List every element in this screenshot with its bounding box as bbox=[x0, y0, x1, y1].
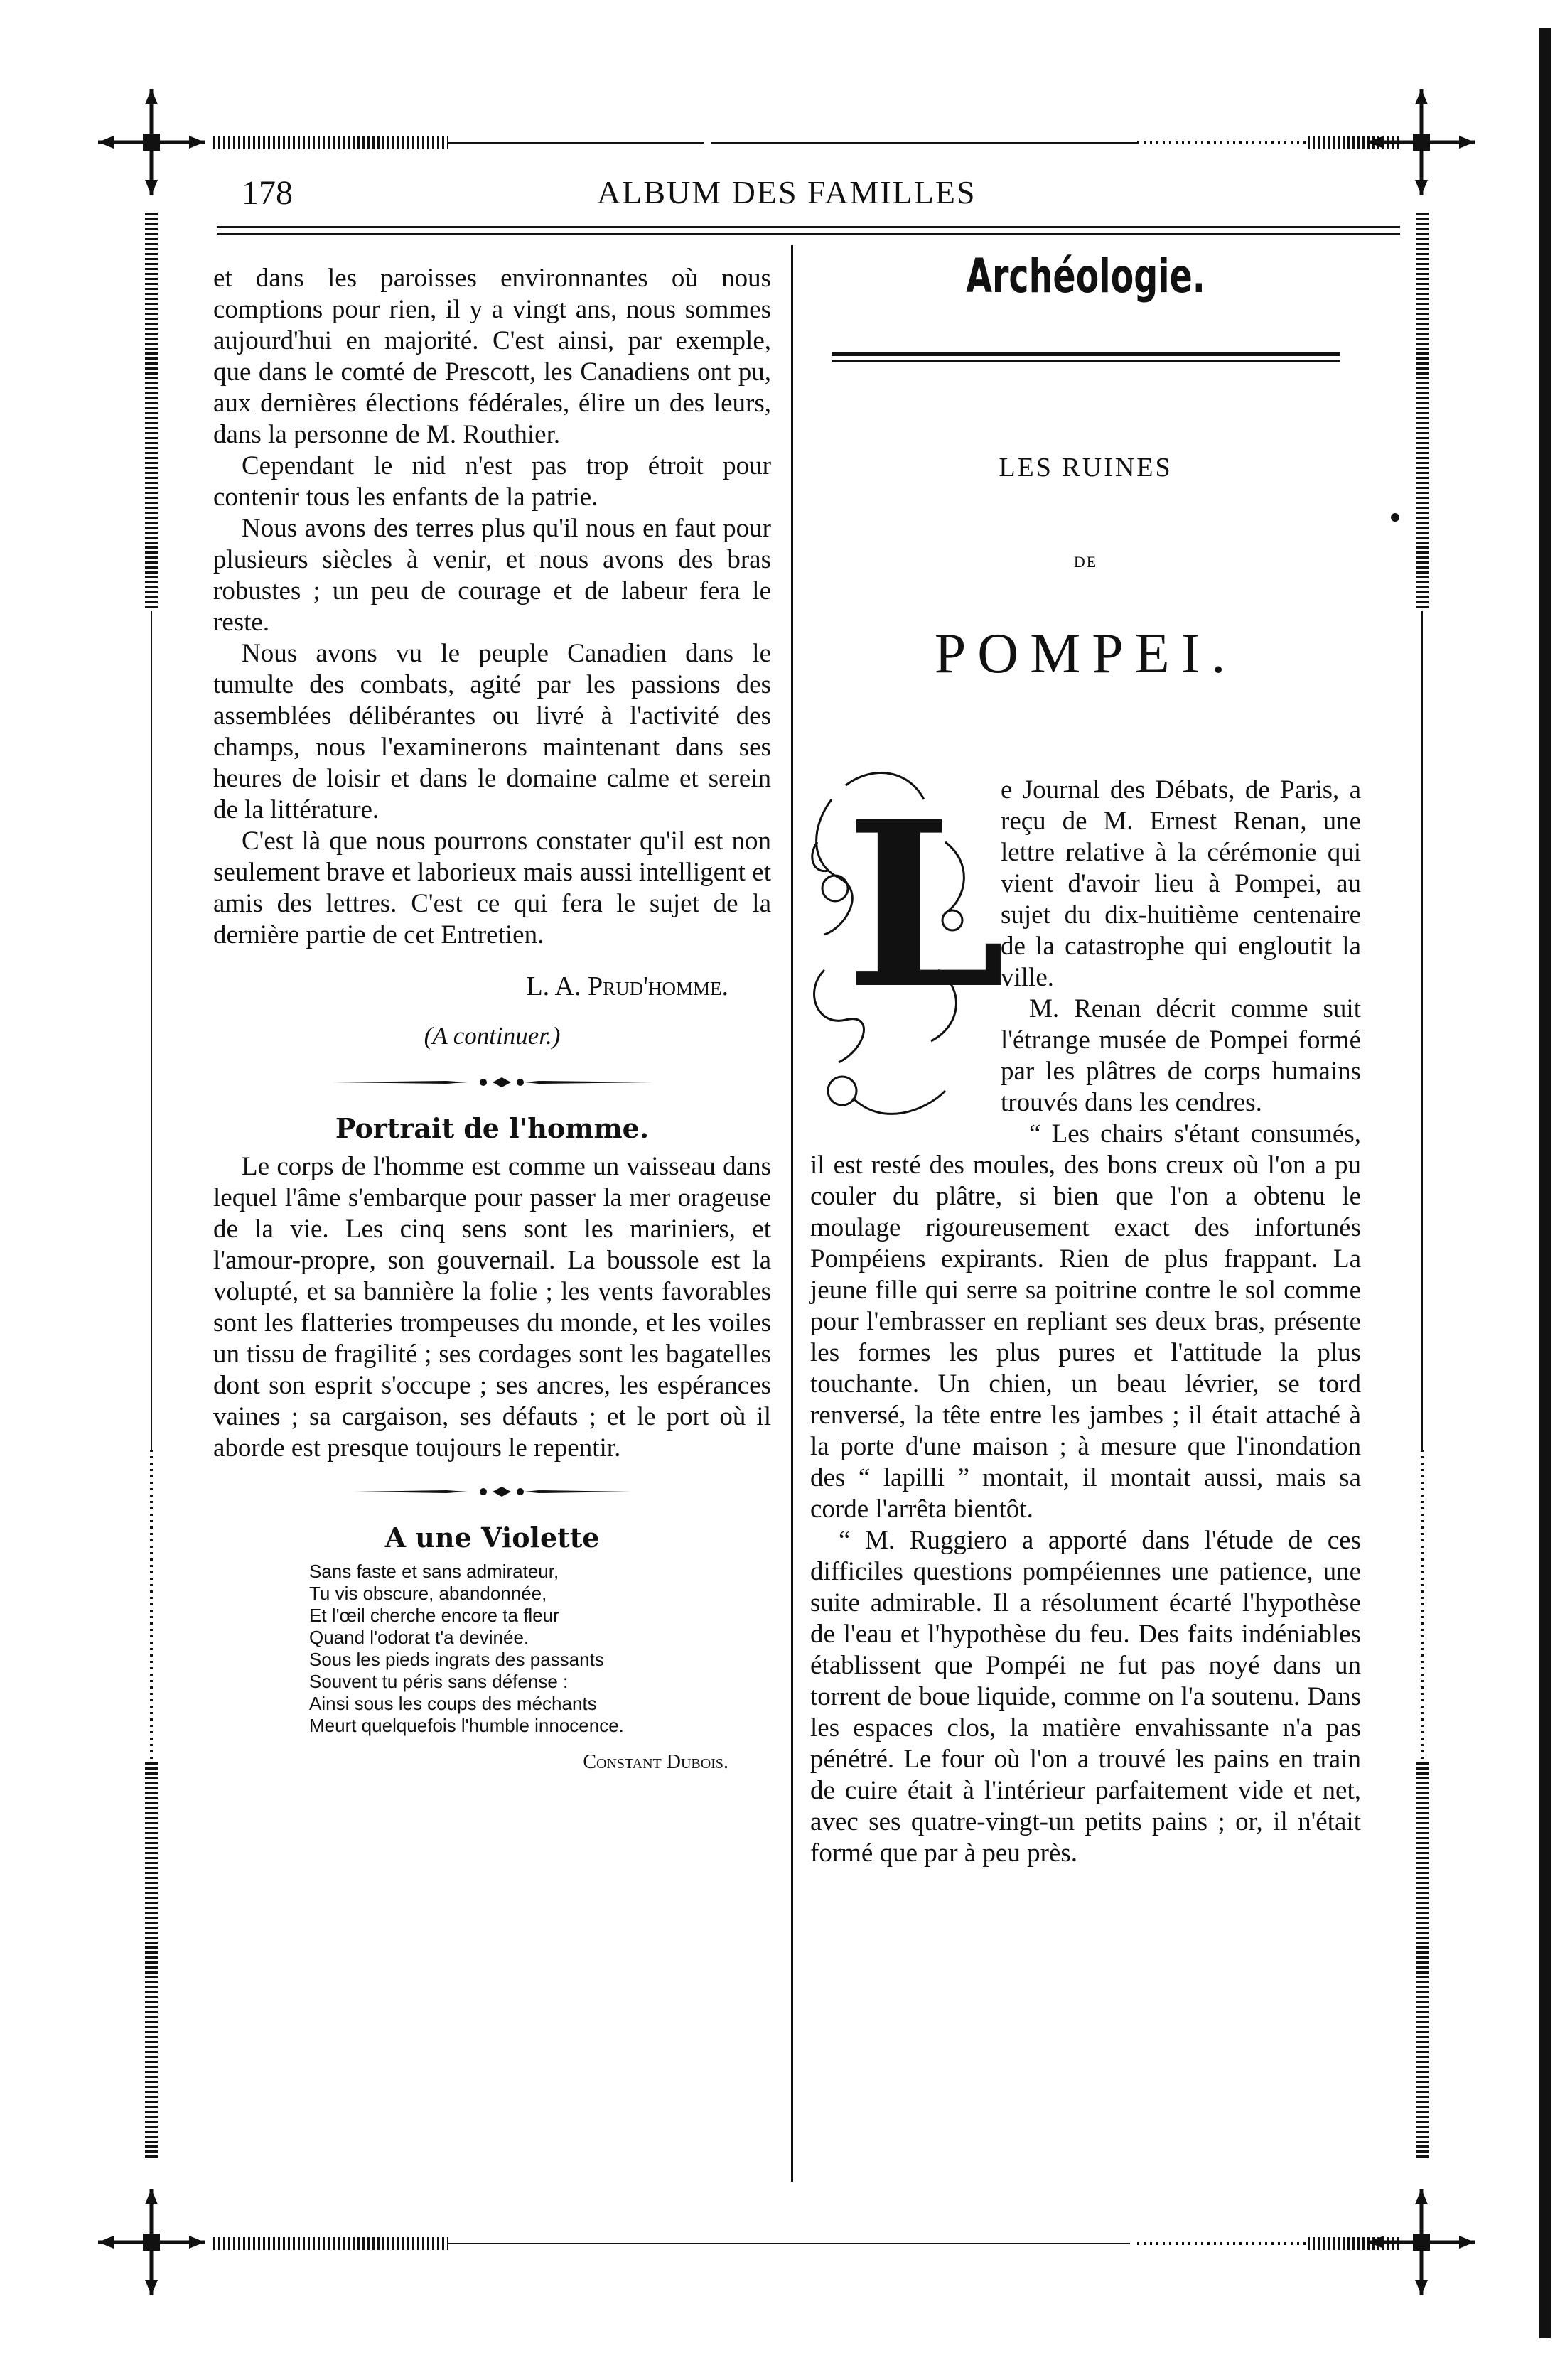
article-de: DE bbox=[1073, 553, 1098, 571]
portrait-heading: Portrait de l'homme. bbox=[335, 1112, 650, 1144]
frame-bottom-wave bbox=[448, 2243, 1130, 2244]
floral-dropcap-icon bbox=[803, 757, 1006, 1134]
bullet-dot bbox=[1391, 513, 1399, 522]
running-head: ALBUM DES FAMILLES bbox=[597, 174, 977, 210]
paragraph: Nous avons des terres plus qu'il nous en faut pour plusieurs siècles à venir, et nous avons des bras robustes ; un peu de courage et de labeur fera le reste. bbox=[213, 514, 771, 637]
paragraph: “ M. Ruggiero a apporté dans l'étude de ces difficiles questions pompéiennes une patience, une suite admirable. Il a résolument écarté l'hypothèse de l'eau et l'hypothèse du feu. Des faits indéniables établissent que Pompéi ne fut pas noyé dans un torrent de boue liquide, comme on l'a soutenu. Dans les espaces clos, la matière envahissante n'a pas pénétré. Le four où l'on a trouvé les pains en train de cuire était à l'intérieur parfaitement vide et net, avec ses quatre-vingt-un petits pains ; or, il n'était formé que par à peu près. bbox=[810, 1526, 1361, 1868]
ornamental-rule-icon bbox=[326, 1076, 660, 1089]
author-signature: L. A. Prud'homme. bbox=[526, 971, 728, 1001]
poem-line: Meurt quelquefois l'humble innocence. bbox=[309, 1715, 624, 1736]
dropcap-letter: L bbox=[846, 772, 1006, 1039]
frame-top-dots bbox=[1137, 141, 1308, 144]
poem-line: Ainsi sous les coups des méchants bbox=[309, 1693, 597, 1714]
poem-line: Tu vis obscure, abandonnée, bbox=[309, 1583, 547, 1604]
frame-left-hatch-bottom bbox=[145, 1762, 158, 2160]
section-rule-thick bbox=[832, 352, 1340, 356]
left-column bbox=[213, 263, 771, 1778]
frame-top-wave-right bbox=[711, 142, 1137, 144]
portrait-paragraph: Le corps de l'homme est comme un vaisseau dans lequel l'âme s'embarque pour passer la mer orageuse de la vie. Les cinq sens sont les mariniers, et l'amour-propre, son gouvernail. La boussole est la volupté, et sa bannière la folie ; les vents favorables sont les flatteries trompeuses du monde, et les voiles un tissu de fragilité ; ses cordages sont les bagatelles dont son esprit s'occupe ; ses ancres, les espérances vaines ; sa cargaison, ses défauts ; et le port où il aborde est presque toujours le repentir. bbox=[213, 1152, 771, 1463]
frame-left-dots bbox=[150, 1450, 153, 1762]
paragraph: et dans les paroisses environnantes où nous comptions pour rien, il y a vingt ans, nous sommes aujourd'hui en majorité. C'est ainsi, par exemple, que dans le comté de Prescott, les Canadiens ont pu, aux dernières élections fédérales, élire un des leurs, dans la personne de M. Routhier. bbox=[213, 264, 771, 449]
frame-top-wave-left bbox=[448, 142, 704, 144]
frame-right-hatch-top bbox=[1416, 213, 1429, 611]
header-rule-bottom bbox=[217, 233, 1400, 235]
fleuron-cross-icon bbox=[98, 89, 205, 195]
frame-right-wave bbox=[1421, 611, 1423, 1450]
frame-top-hatch-left bbox=[213, 136, 448, 149]
poem-line: Sans faste et sans admirateur, bbox=[309, 1561, 559, 1582]
column-divider bbox=[791, 245, 793, 2182]
paragraph: C'est là que nous pourrons constater qu'il est non seulement brave et laborieux mais aussi intelligent et amis des lettres. C'est ce qui fera le sujet de la dernière partie de cet Entretien. bbox=[213, 826, 771, 949]
right-column bbox=[810, 772, 1361, 1869]
poem-author: Constant Dubois. bbox=[583, 1751, 728, 1773]
to-continue-note: (A continuer.) bbox=[424, 1022, 561, 1050]
frame-left-hatch-top bbox=[145, 213, 158, 611]
poem bbox=[309, 1561, 771, 1737]
fleuron-cross-icon bbox=[98, 2189, 205, 2295]
poem-line: Sous les pieds ingrats des passants bbox=[309, 1649, 604, 1670]
poem-title: A une Violette bbox=[384, 1522, 600, 1554]
section-rule-thin bbox=[832, 360, 1340, 362]
header-rule-top bbox=[217, 226, 1400, 228]
lead-paragraph: e Journal des Débats, de Paris, a reçu de M. Ernest Renan, une lettre relative à la cérémonie qui vient d'avoir lieu à Pompei, au sujet du dix-huitième centenaire de la catastrophe qui engloutit la ville. bbox=[1001, 775, 1361, 992]
ornamental-rule-icon bbox=[326, 1485, 660, 1498]
frame-right-hatch-bottom bbox=[1416, 1762, 1429, 2160]
page-number: 178 bbox=[242, 174, 293, 212]
frame-bottom-hatch-left bbox=[213, 2237, 448, 2250]
frame-right-dots bbox=[1421, 1450, 1424, 1762]
fleuron-cross-icon bbox=[1368, 2189, 1475, 2295]
poem-line: Et l'œil cherche encore ta fleur bbox=[309, 1605, 559, 1626]
article-kicker: LES RUINES bbox=[999, 453, 1173, 483]
poem-line: Quand l'odorat t'a devinée. bbox=[309, 1627, 529, 1648]
article-title: POMPEI. bbox=[934, 623, 1237, 685]
paragraph: “ Les chairs s'étant consumés, il est resté des moules, des bons creux où l'on a pu couler du plâtre, si bien que l'on a obtenu le moulage rigoureusement exact des infortunés Pompéiens expirants. Rien de plus frappant. La jeune fille qui serre sa poitrine contre le sol comme pour l'embrasser en repliant ses deux bras, présente les formes les plus pures et l'attitude la plus touchante. Un chien, un beau lévrier, se tord renversé, la tête entre les jambes ; il était attaché à la porte d'une maison ; à mesure que l'inondation des “ lapilli ” montait, il montait aussi, mais sa corde l'arrêta bientôt. bbox=[810, 1119, 1361, 1524]
paragraph: M. Renan décrit comme suit l'étrange musée de Pompei formé par les plâtres de corps humains trouvés dans les cendres. bbox=[1001, 994, 1361, 1117]
frame-bottom-dots bbox=[1137, 2242, 1308, 2245]
fleuron-cross-icon bbox=[1368, 89, 1475, 195]
paragraph: Cependant le nid n'est pas trop étroit pour contenir tous les enfants de la patrie. bbox=[213, 451, 771, 512]
frame-left-wave bbox=[151, 611, 152, 1450]
paragraph: Nous avons vu le peuple Canadien dans le tumulte des combats, agité par les passions des assemblées délibérantes ou livré à l'activité des champs, nous l'examinerons maintenant dans ses heures de loisir et dans le domaine calme et serein de la littérature. bbox=[213, 639, 771, 824]
frame-right-bar bbox=[1539, 28, 1551, 2338]
poem-line: Souvent tu péris sans défense : bbox=[309, 1671, 569, 1692]
section-title: Archéologie. bbox=[966, 249, 1205, 303]
